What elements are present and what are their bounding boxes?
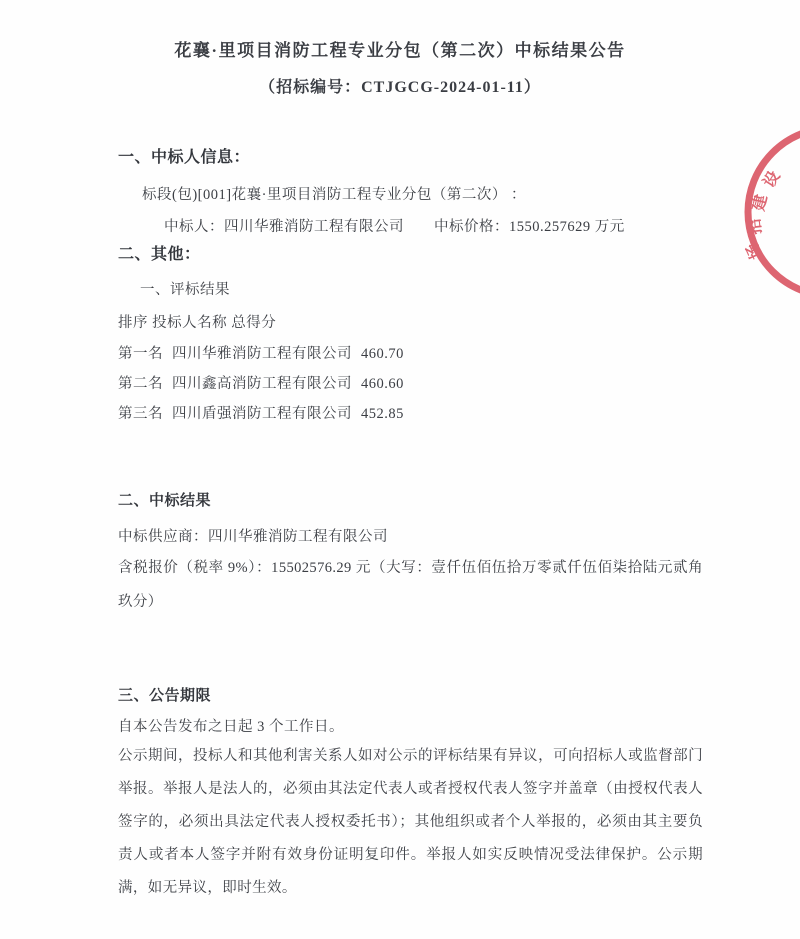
score-cell: 452.85 <box>361 406 404 422</box>
seal-ring <box>748 130 800 295</box>
score-cell: 460.70 <box>361 346 404 362</box>
winner-price-line: 中标价格：1550.257629 万元 <box>434 219 625 235</box>
lot-line: 标段(包)[001]花襄·里项目消防工程专业分包（第二次） ： <box>142 187 527 203</box>
notice-paragraph: 公示期间，投标人和其他利害关系人如对公示的评标结果有异议，可向招标人或监督部门举报。举报人是法人的，必须由其法定代表人或者授权代表人签字并盖章（由授权代表人签字的，必须出具法定代表人授权委托书）；其他组织或者个人举报的，必须由其主要负责人或者本人签字并附有效身份证明复印件。举报人如实反映情况受法律保护。公示期满，如无异议，即时生效。 <box>118 748 703 896</box>
bidder-cell: 四川鑫高消防工程有限公司 <box>172 376 352 392</box>
winner-line: 中标人：四川华雅消防工程有限公司 <box>164 219 404 235</box>
evaluation-table-header: 排序 投标人名称 总得分 <box>118 315 277 331</box>
eval-row <box>118 402 404 423</box>
evaluation-result-heading: 一、评标结果 <box>140 282 230 298</box>
supplier-line: 中标供应商：四川华雅消防工程有限公司 <box>118 529 388 545</box>
score-cell: 460.60 <box>361 376 404 392</box>
eval-row <box>118 372 404 393</box>
duration-line: 自本公告发布之日起 3 个工作日。 <box>118 719 344 735</box>
rank-cell: 第二名 <box>118 376 163 392</box>
rank-cell: 第一名 <box>118 346 163 362</box>
section1-heading: 一、中标人信息： <box>118 149 251 166</box>
seal-char: 招 <box>746 217 765 236</box>
award-result-heading: 二、中标结果 <box>118 493 212 509</box>
red-seal-stamp-partial <box>742 130 800 295</box>
eval-row <box>118 342 404 363</box>
tender-number-subtitle: （招标编号：CTJGCG-2024-01-11） <box>259 79 541 96</box>
document-title: 花襄·里项目消防工程专业分包（第二次）中标结果公告 <box>174 41 626 60</box>
rank-cell: 第三名 <box>118 406 163 422</box>
section2-heading: 二、其他： <box>118 246 201 263</box>
seal-char: 建 <box>750 193 771 213</box>
bidder-cell: 四川盾强消防工程有限公司 <box>172 406 352 422</box>
section3-heading: 三、公告期限 <box>118 688 212 704</box>
bidder-cell: 四川华雅消防工程有限公司 <box>172 346 352 362</box>
seal-char: 设 <box>760 168 784 191</box>
price-paragraph: 含税报价（税率 9%）：15502576.29 元（大写：壹仟伍佰伍拾万零贰仟伍佰柒拾陆元贰角玖分） <box>118 560 703 610</box>
seal-char: 场 <box>743 240 766 262</box>
